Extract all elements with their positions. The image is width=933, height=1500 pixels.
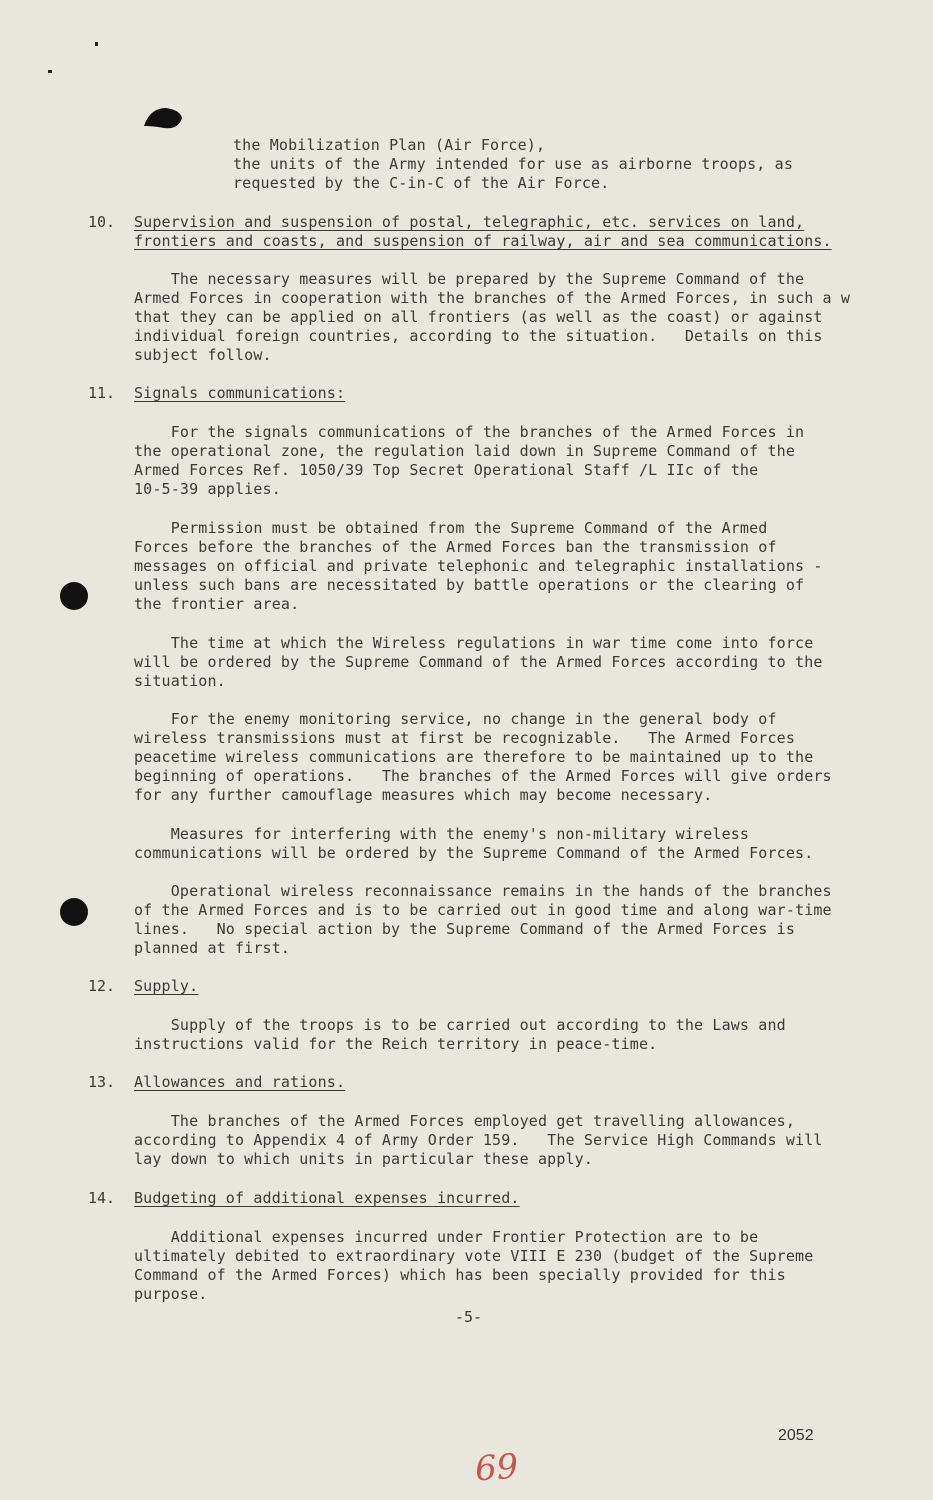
paragraph-line: will be ordered by the Supreme Command of the Armed Forces according to the xyxy=(134,653,823,671)
paragraph-line: Armed Forces in cooperation with the branches of the Armed Forces, in such a w xyxy=(134,289,851,307)
paragraph-line: Additional expenses incurred under Frontier Protection are to be xyxy=(134,1228,759,1246)
paragraph-line: The branches of the Armed Forces employed get travelling allowances, xyxy=(134,1112,796,1130)
paragraph-line: of the Armed Forces and is to be carried out in good time and along war-time xyxy=(134,901,832,919)
section-number: 12. xyxy=(88,977,116,995)
intro-line: the Mobilization Plan (Air Force), xyxy=(233,136,546,154)
paragraph-line: for any further camouflage measures which may become necessary. xyxy=(134,786,713,804)
handwritten-number: 69 xyxy=(473,1446,520,1490)
intro-line: requested by the C-in-C of the Air Force. xyxy=(233,174,610,192)
paragraph-line: Forces before the branches of the Armed Forces ban the transmission of xyxy=(134,538,777,556)
paragraph-line: ultimately debited to extraordinary vote VIII E 230 (budget of the Supreme xyxy=(134,1247,814,1265)
scan-mark xyxy=(48,70,52,73)
paragraph-line: subject follow. xyxy=(134,346,272,364)
section-number: 13. xyxy=(88,1073,116,1091)
paragraph-line: individual foreign countries, according to the situation. Details on this xyxy=(134,327,823,345)
paragraph-line: Operational wireless reconnaissance remains in the hands of the branches xyxy=(134,882,832,900)
punch-hole-top xyxy=(140,100,190,140)
document-number: 2052 xyxy=(778,1427,814,1444)
section-heading: Allowances and rations. xyxy=(134,1073,346,1091)
section-heading: Supply. xyxy=(134,977,199,995)
section-number: 10. xyxy=(88,213,116,231)
paragraph-line: Command of the Armed Forces) which has been specially provided for this xyxy=(134,1266,786,1284)
section-heading: frontiers and coasts, and suspension of railway, air and sea communications. xyxy=(134,232,832,250)
paragraph-line: The time at which the Wireless regulations in war time come into force xyxy=(134,634,814,652)
paragraph-line: Armed Forces Ref. 1050/39 Top Secret Operational Staff /L IIc of the xyxy=(134,461,759,479)
paragraph-line: Permission must be obtained from the Supreme Command of the Armed xyxy=(134,519,768,537)
paragraph-line: planned at first. xyxy=(134,939,291,957)
paragraph-line: peacetime wireless communications are therefore to be maintained up to the xyxy=(134,748,814,766)
intro-line: the units of the Army intended for use as airborne troops, as xyxy=(233,155,794,173)
paragraph-line: 10-5-39 applies. xyxy=(134,480,281,498)
paragraph-line: lines. No special action by the Supreme Command of the Armed Forces is xyxy=(134,920,796,938)
paragraph-line: messages on official and private telephonic and telegraphic installations - xyxy=(134,557,823,575)
paragraph-line: wireless transmissions must at first be recognizable. The Armed Forces xyxy=(134,729,796,747)
paragraph-line: instructions valid for the Reich territory in peace-time. xyxy=(134,1035,658,1053)
page-number: -5- xyxy=(455,1308,483,1326)
paragraph-line: The necessary measures will be prepared by the Supreme Command of the xyxy=(134,270,805,288)
paragraph-line: the operational zone, the regulation laid down in Supreme Command of the xyxy=(134,442,796,460)
paragraph-line: unless such bans are necessitated by battle operations or the clearing of xyxy=(134,576,805,594)
paragraph-line: communications will be ordered by the Supreme Command of the Armed Forces. xyxy=(134,844,814,862)
paragraph-line: For the enemy monitoring service, no change in the general body of xyxy=(134,710,777,728)
paragraph-line: according to Appendix 4 of Army Order 159. The Service High Commands will xyxy=(134,1131,823,1149)
section-heading: Supervision and suspension of postal, telegraphic, etc. services on land, xyxy=(134,213,805,231)
paragraph-line: For the signals communications of the branches of the Armed Forces in xyxy=(134,423,805,441)
paragraph-line: Measures for interfering with the enemy's non-military wireless xyxy=(134,825,750,843)
paragraph-line: situation. xyxy=(134,672,226,690)
scan-mark xyxy=(95,42,98,46)
punch-hole-lower xyxy=(60,898,88,926)
section-heading: Budgeting of additional expenses incurred. xyxy=(134,1189,520,1207)
section-number: 14. xyxy=(88,1189,116,1207)
section-number: 11. xyxy=(88,384,116,402)
punch-hole-middle xyxy=(60,582,88,610)
paragraph-line: the frontier area. xyxy=(134,595,300,613)
paragraph-line: beginning of operations. The branches of the Armed Forces will give orders xyxy=(134,767,832,785)
paragraph-line: lay down to which units in particular these apply. xyxy=(134,1150,594,1168)
paragraph-line: that they can be applied on all frontiers (as well as the coast) or against xyxy=(134,308,823,326)
section-heading: Signals communications: xyxy=(134,384,346,402)
paragraph-line: Supply of the troops is to be carried out according to the Laws and xyxy=(134,1016,786,1034)
paragraph-line: purpose. xyxy=(134,1285,208,1303)
